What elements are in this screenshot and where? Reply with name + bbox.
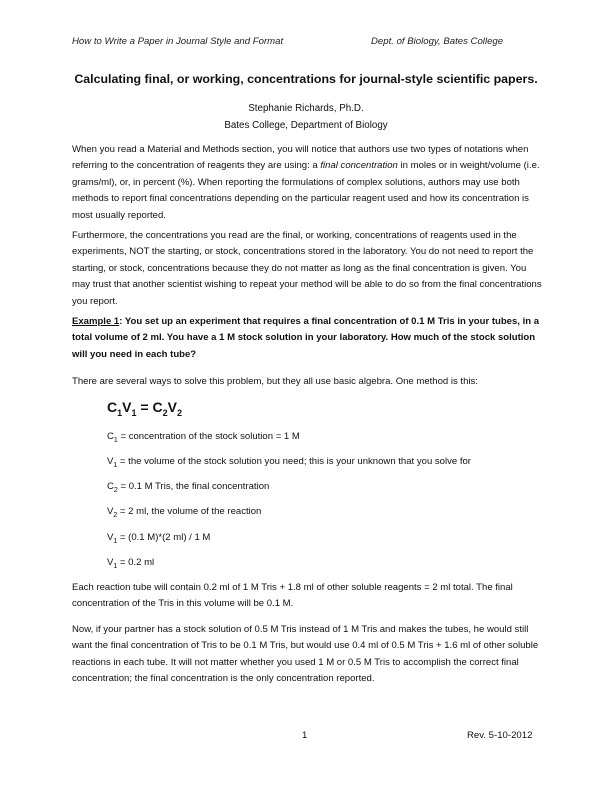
definition-v2: $V_2 = 2$ ml, the volume of the reaction	[107, 506, 262, 519]
paragraph-intro	[72, 142, 544, 224]
paragraph-reaction-tube: Each reaction tube will contain 0.2 ml of 1 M Tris + 1.8 ml of other soluble reagents = 2 ml total. The final concentration of the Tris in this volume will be 0.1 M.	[72, 582, 513, 610]
definition-v1: $V_1$ = the volume of the stock solution you need; this is your unknown that you solve for	[107, 456, 471, 469]
document-title: Calculating final, or working, concentrations for journal-style scientific papers.	[74, 72, 538, 86]
paragraph-intro-part-a: When you read a Material and Methods section, you will notice that authors use two types of notations when referring to the concentration of reagents they are using: a	[72, 144, 529, 172]
example-label: Example 1	[72, 316, 120, 327]
running-header-title: How to Write a Paper in Journal Style and Format	[72, 36, 284, 47]
running-header-dept: Dept. of Biology, Bates College	[371, 36, 504, 47]
definition-c1: $C_1$ = concentration of the stock solution = 1 M	[107, 431, 300, 444]
calculation-step: $V_1 = (0.1$ M)*(2 ml) / 1 M	[107, 532, 211, 545]
dilution-equation: $C_1V_1 = C_2V_2$	[107, 399, 182, 418]
final-concentration-term: final concentration	[320, 160, 398, 172]
example-question-text: : You set up an experiment that requires a final concentration of 0.1 M Tris in your tubes, in a total volume of 2 ml. You have a 1 M stock solution in your laboratory. How much of the stock solution will you need in each tube?	[72, 316, 540, 360]
paragraph-method-intro: There are several ways to solve this problem, but they all use basic algebra. One method is this:	[72, 376, 478, 387]
example-question	[72, 314, 544, 363]
definition-c2: $C_2 = 0.1$ M Tris, the final concentration	[107, 481, 270, 494]
paragraph-final-concentrations: Furthermore, the concentrations you read are the final, or working, concentrations of reagents used in the experiments, NOT the starting, or stock, concentrations stored in the laboratory. You do not need to report the starting, or stock, concentrations because they do not matter as long as the final concentration is given. You may trust that another scientist wishing to repeat your method will be able to do so from the final concentrations you report.	[72, 230, 542, 307]
author-affiliation: Bates College, Department of Biology	[224, 120, 388, 131]
revision-date: Rev. 5-10-2012	[467, 730, 533, 741]
calculation-result: $V_1 = 0.2$ ml	[107, 557, 155, 570]
paragraph-partner-example: Now, if your partner has a stock solution of 0.5 M Tris instead of 1 M Tris and makes the tubes, he would still want the final concentration of Tris to be 0.1 M Tris, but would use 0.4 ml of 0.5 M Tris + 1.6 ml of other soluble reactions in each tube. It will not matter whether you used 1 M or 0.5 M Tris to accomplish the correct final concentration; the final concentration is the only concentration reported.	[72, 624, 539, 685]
paragraph-intro-part-b: in moles or in weight/volume (i.e. grams/ml), or, in percent (%). When reporting the formulations of complex solutions, authors may use both methods to report final concentrations depending on the particular reagent used and how its concentration is most usually reported.	[72, 160, 540, 221]
author-name: Stephanie Richards, Ph.D.	[248, 103, 364, 114]
page-number: 1	[302, 730, 308, 741]
